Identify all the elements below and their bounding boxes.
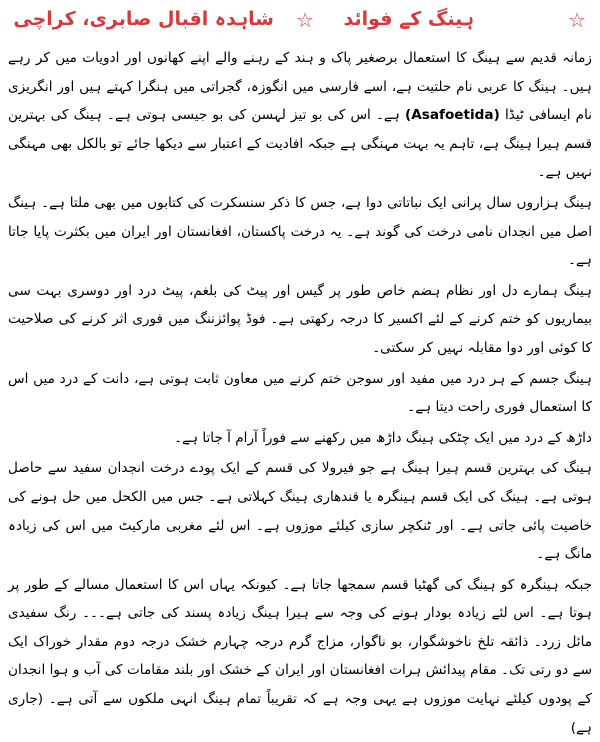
latin-name: (Asafoetida) (405, 107, 500, 124)
paragraph: داڑھ کے درد میں ایک چٹکی ہینگ داڑھ میں رکھنے سے فوراً آرام آ جاتا ہے۔ (174, 429, 592, 446)
star-icon: ☆ (296, 8, 314, 32)
article-header (8, 6, 592, 44)
star-icon: ☆ (568, 8, 586, 32)
paragraph: ہینگ ہمارے دل اور نظام ہضم خاص طور پر گیس اور پیٹ کی بلغم، پیٹ درد اور دوسری بہت سی بیماریوں کو ختم کرنے کے لئے اکسیر کا درجہ رکھتی ہے۔ فوڈ پوائزننگ میں فوری اثر کرنے کی صلاحیت کا کوئی اور دوا مقابلہ نہیں کر سکتی۔ (8, 282, 592, 356)
paragraph: ہینگ ہزاروں سال پرانی ایک نباتاتی دوا ہے، جس کا ذکر سنسکرت کی کتابوں میں بھی ملتا ہے۔ ہینگ اصل میں انجدان نامی درخت کی گوند ہے۔ یہ درخت پاکستان، افغانستان اور ایران میں بکثرت پایا جاتا ہے۔ (8, 194, 592, 269)
paragraph (8, 44, 592, 187)
paragraph-text: ہے۔ اس کی بو تیز لہسن کی بو جیسی ہوتی ہے۔ ہینگ کی بہترین قسم ہیرا ہینگ ہے، تاہم یہ بہت مہنگی ہے جبکہ افادیت کے اعتبار سے دیکھا جائے تو بالکل بھی مہنگی نہیں ہے۔ (8, 107, 592, 181)
paragraph-text: زمانہ قدیم سے ہینگ کا استعمال برصغیر پاک و ہند کے رہنے والے اپنے کھانوں اور ادویات میں کر رہے ہیں۔ ہینگ کا عربی نام حلتیت ہے، اسے فارسی میں انگوزہ، گجراتی میں ہنگرا کہتے ہیں اور انگریزی نام ایسافی ٹیڈا (8, 50, 593, 124)
article-body (8, 44, 592, 742)
paragraph: ہینگ کی بہترین قسم ہیرا ہینگ ہے جو فیرولا کی قسم کے ایک پودے درخت انجدان سفید سے حاصل ہوتی ہے۔ ہینگ کی ایک قسم ہینگرہ یا قندھاری ہینگ کہلاتی ہے۔ جس میں الکحل میں حل ہونے کی خاصیت پائی جاتی ہے۔ اور ٹنکچر سازی کیلئے موزوں ہے۔ اس لئے مغربی مارکیٹ میں اس کی زیادہ مانگ ہے۔ (8, 460, 592, 563)
paragraph: ہینگ جسم کے ہر درد میں مفید اور سوجن ختم کرنے میں معاون ثابت ہوتی ہے، دانت کے درد میں اس کا استعمال فوری راحت دیتا ہے۔ (8, 370, 592, 416)
article-title: ہینگ کے فوائد (343, 8, 474, 30)
paragraph: جبکہ ہینگرہ کو ہینگ کی گھٹیا قسم سمجھا جاتا ہے۔ کیونکہ یہاں اس کا استعمال مسالے کے طور پر ہوتا ہے۔ اس لئے زیادہ بودار ہونے کی وجہ سے ہیرا ہینگ زیادہ پسند کی جاتی ہے۔۔۔ رنگ سفیدی مائل زرد۔ ذائقہ تلخ ناخوشگوار، بو ناگوار، مزاج گرم درجہ چہارم خشک درجہ دوم مقدار خوراک ایک سے دو رتی تک۔ مقام پیدائش ہرات افغانستان اور ایران کے خشک اور بلند مقامات کی آب و ہوا انجدان کے پودوں کیلئے نہایت موزوں ہے یہی وجہ ہے کہ تقریباً تمام ہینگ انہی ملکوں سے آتی ہے۔ (جاری ہے) (8, 576, 592, 736)
article-author: شاہدہ اقبال صابری، کراچی (13, 8, 274, 30)
